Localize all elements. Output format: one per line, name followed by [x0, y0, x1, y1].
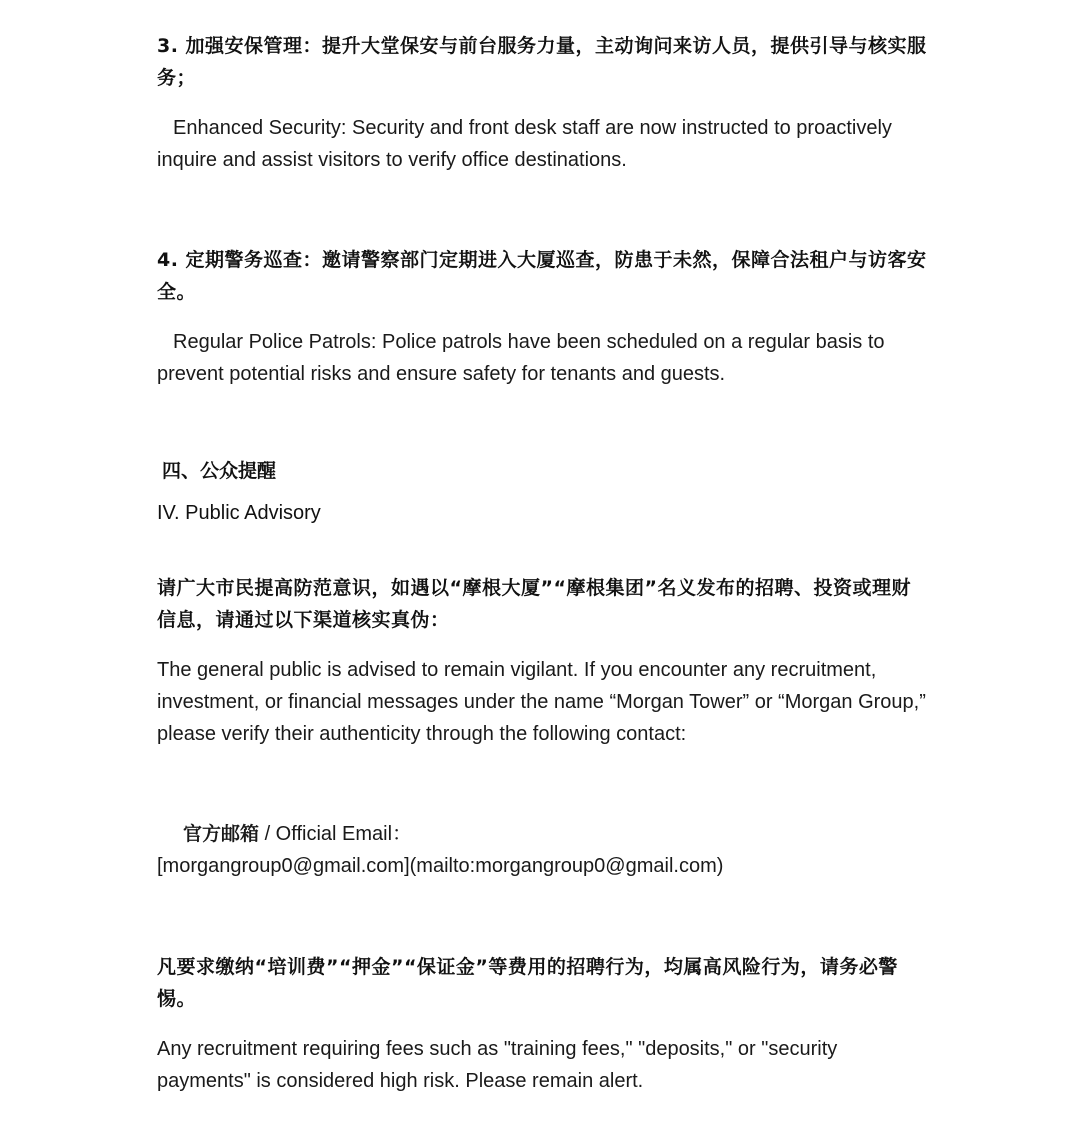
official-email-label — [157, 818, 927, 850]
official-email-link[interactable]: [morgangroup0@gmail.com](mailto:morgangroup0@gmail.com) — [157, 855, 724, 877]
advisory-notice-chinese: 请广大市民提高防范意识，如遇以“摩根大厦”“摩根集团”名义发布的招聘、投资或理财信息，请通过以下渠道核实真伪： — [157, 577, 911, 631]
section-4-chinese-text: 4. 定期警务巡查：邀请警察部门定期进入大厦巡查，防患于未然，保障合法租户与访客安全。 — [157, 249, 927, 303]
fee-warning-english: Any recruitment requiring fees such as "training fees," "deposits," or "security payments" is considered high risk. Please remain alert. — [157, 1038, 838, 1092]
advisory-heading-chinese: 四、公众提醒 — [162, 460, 277, 482]
official-email-block — [157, 818, 927, 882]
fee-warning-chinese: 凡要求缴纳“培训费”“押金”“保证金”等费用的招聘行为，均属高风险行为，请务必警惕。 — [157, 956, 898, 1010]
advisory-notice-english: The general public is advised to remain vigilant. If you encounter any recruitment, investment, or financial messages under the name “Morgan Tower” or “Morgan Group,” please verify their authenticity through the following contact: — [157, 659, 926, 745]
official-email-label-chinese: 官方邮箱 — [183, 823, 260, 845]
section-3-chinese-text: 3. 加强安保管理：提升大堂保安与前台服务力量，主动询问来访人员，提供引导与核实服务； — [157, 35, 927, 89]
section-4-english-text: Regular Police Patrols: Police patrols have been scheduled on a regular basis to prevent potential risks and ensure safety for tenants and guests. — [157, 331, 885, 385]
advisory-heading-english: IV. Public Advisory — [157, 502, 321, 524]
official-email-label-english: / Official Email： — [259, 823, 413, 845]
section-3-english-text: Enhanced Security: Security and front desk staff are now instructed to proactively inquire and assist visitors to verify office destinations. — [157, 117, 892, 171]
